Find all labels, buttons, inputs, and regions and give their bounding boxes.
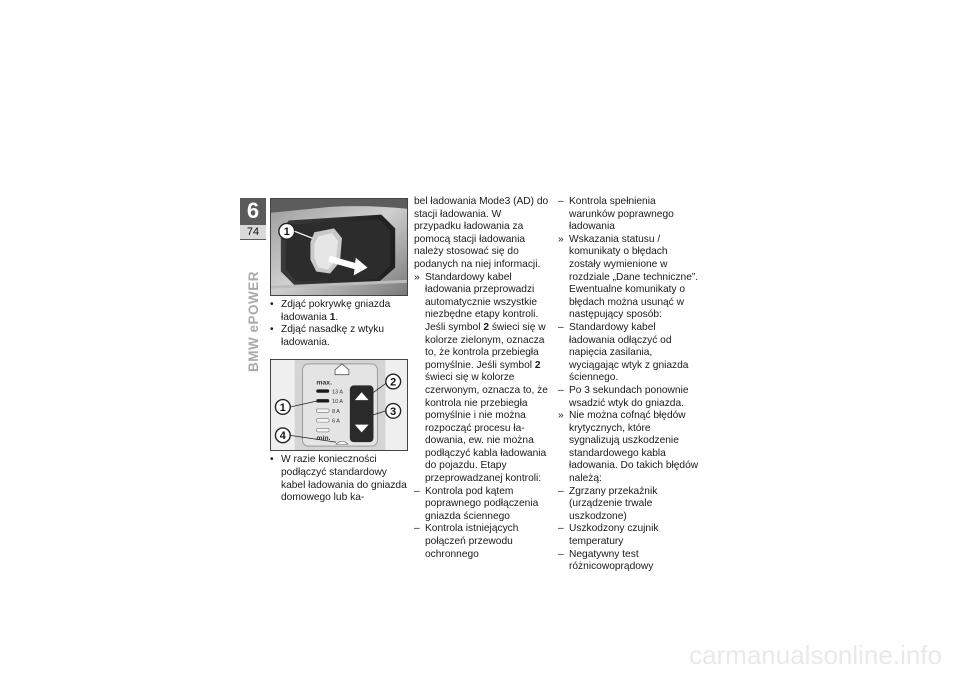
list-marker: » — [558, 410, 564, 422]
text-run: Uszkodzony czujnik temperatury — [569, 523, 659, 548]
callout-reference: 2 — [483, 321, 489, 333]
list-marker: » — [414, 271, 420, 283]
text-run: Wskazania statusu / komunikaty o błędach zostały wymienione w rozdziale „Dane techniczne”. Ewentualne komunikaty o błędach można usunąć w następujący sposób: — [569, 233, 699, 321]
text-run: Zdjąć nasadkę z wtyku ładowania. — [281, 324, 385, 348]
text-run: Zgrzany przekaźnik (urządzenie trwale uszkodzone) — [569, 485, 658, 522]
chapter-tab — [240, 198, 266, 240]
list-marker: – — [414, 523, 420, 535]
level-8a: 8 A — [332, 409, 340, 416]
list-item — [414, 272, 550, 486]
list-item — [558, 196, 700, 234]
list-item — [414, 486, 550, 524]
list-item — [270, 454, 408, 504]
callout-4-label: 4 — [279, 430, 286, 443]
min-label: min. — [316, 435, 331, 443]
list-item — [558, 486, 700, 524]
list-item — [414, 523, 550, 561]
list-marker: – — [558, 548, 564, 560]
list-marker: – — [414, 485, 420, 497]
list-item — [558, 234, 700, 322]
text-run: Kontrola pod kątem poprawnego podłączenia gniazda ściennego — [425, 485, 539, 522]
callout-reference: 2 — [534, 359, 541, 371]
list-marker: » — [558, 233, 564, 245]
callout-3-label: 3 — [390, 406, 397, 419]
callout-2-label: 2 — [390, 376, 397, 389]
text-run: W razie konieczności podłączyć standardowy kabel ładowania do gniazda domowego lub ka- — [281, 454, 407, 504]
text-run: Nie można cofnąć błędów krytycznych, które sygnalizują uszkodzenie standardowego kabla ładowania. Do takich błędów należą: — [569, 410, 699, 485]
list-item — [558, 385, 700, 410]
level-10a: 10 A — [332, 399, 343, 406]
figure-charging-cable-control-box — [270, 359, 408, 451]
text-run: Negatywny test różnicowoprądowy — [569, 548, 654, 573]
callout-1-label: 1 — [283, 226, 290, 239]
list-item — [558, 322, 700, 385]
list-item — [558, 523, 700, 548]
list-marker: – — [558, 196, 564, 207]
page-number: 74 — [240, 225, 266, 239]
figure-charging-socket-cover — [270, 198, 408, 296]
list-marker: – — [558, 321, 564, 333]
level-6a: 6 A — [332, 418, 340, 425]
text-run: Standardowy kabel ładowania przeprowadzi automatycznie wszystkie niezbędne etapy kontroli. Jeśli symbol — [425, 271, 539, 333]
list-item — [558, 410, 700, 486]
callout-1-label: 1 — [279, 402, 286, 415]
text-run: Zdjąć pokrywkę gniazda ładowania — [281, 299, 391, 323]
text-run: świeci się w kolorze zielonym, oznacza to, że kontrola przebiegła pomyślnie. Jeśli symbol — [425, 321, 546, 371]
list-marker: – — [558, 485, 564, 497]
list-marker: • — [270, 299, 274, 310]
text-run: Po 3 sekundach ponownie wsadzić wtyk do gniazda. — [569, 384, 689, 409]
callout-reference: 1 — [329, 311, 336, 323]
chapter-number: 6 — [246, 198, 260, 223]
text-run: Standardowy kabel ładowania odłączyć od napięcia zasilania, wyciągając wtyk z gniazda ściennego. — [569, 321, 689, 384]
column-3 — [558, 196, 700, 574]
column-2 — [414, 196, 550, 561]
watermark: carmanualsonline.info — [689, 640, 942, 670]
list-1 — [270, 299, 408, 349]
list-item — [270, 324, 408, 349]
paragraph-continuation — [414, 196, 550, 272]
text-run: bel ładowania Mode3 (AD) do stacji ładowania. W przypadku ładowania za pomocą stacji ładowania należy stosować się do podanych na niej informacji. — [414, 196, 549, 270]
list-marker: – — [558, 523, 564, 535]
list-2 — [270, 454, 408, 504]
list-marker: • — [270, 324, 274, 336]
list-item — [558, 549, 700, 574]
level-13a: 13 A — [332, 389, 343, 396]
text-run: świeci się w kolorze czerwonym, oznacza to, że kontrola nie przebiegła pomyślnie i nie można rozpocząć procesu ładowania, ew. nie można podłączyć kabla ładowania do pojazdu. Etapy przeprowadzanej kontroli: — [425, 372, 548, 485]
text-run: . — [335, 311, 339, 323]
text-run: Kontrola spełnienia warunków poprawnego ładowania — [569, 196, 674, 233]
text-run: Kontrola istniejących połączeń przewodu ochronnego — [425, 523, 519, 560]
list-marker: • — [270, 454, 274, 466]
side-title: BMW ePOWER — [246, 271, 261, 372]
list-marker: – — [558, 384, 564, 396]
column-1 — [270, 198, 408, 505]
max-label: max. — [316, 379, 333, 387]
list-item — [270, 299, 408, 324]
